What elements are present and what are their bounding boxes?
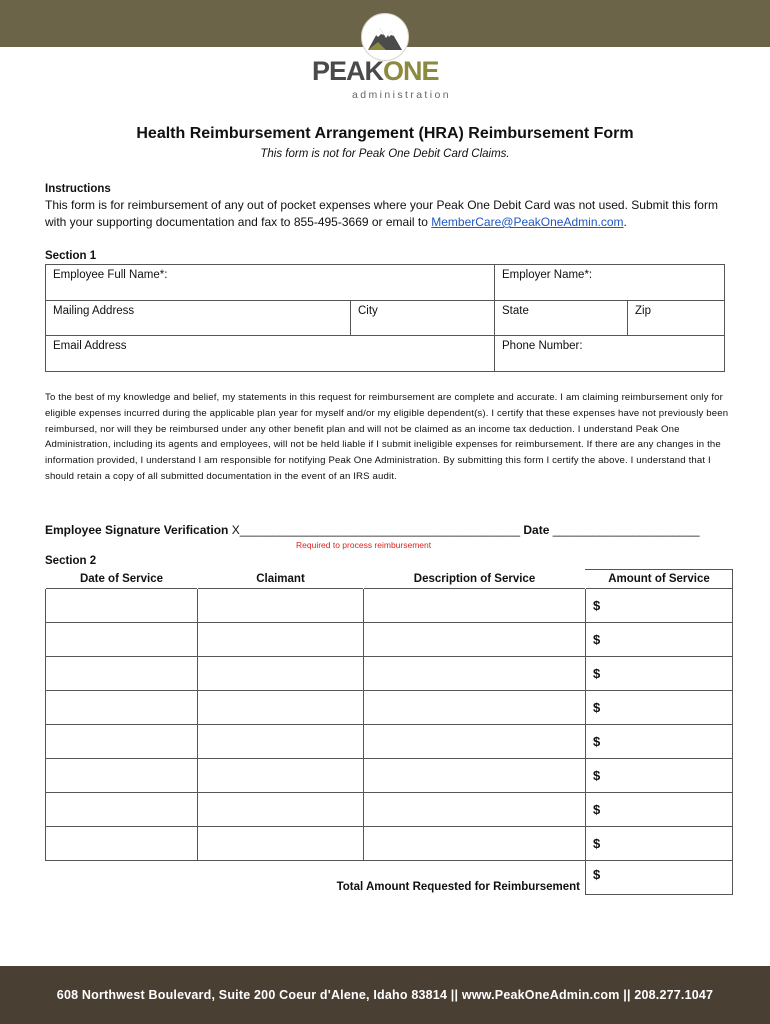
date-of-service-cell[interactable] xyxy=(46,589,198,623)
amount-cell[interactable]: $ xyxy=(586,759,733,793)
brand-name-part1: PEAK xyxy=(312,56,384,86)
date-of-service-cell[interactable] xyxy=(46,725,198,759)
total-row xyxy=(46,861,733,895)
instructions-body: This form is for reimbursement of any out of pocket expenses where your Peak One Debit Card was not used. Submit this form with your supporting documentation and fax to 855-495-3669 or email to xyxy=(45,198,718,229)
employee-name-field[interactable] xyxy=(45,264,495,301)
table-row xyxy=(46,623,733,657)
claimant-cell[interactable] xyxy=(198,623,364,657)
claimant-cell[interactable] xyxy=(198,589,364,623)
section2-heading: Section 2 xyxy=(45,555,97,567)
brand-name xyxy=(312,58,462,84)
description-cell[interactable] xyxy=(364,623,586,657)
mountain-logo-icon xyxy=(361,13,409,61)
city-label: City xyxy=(358,305,378,317)
email-address-label: Email Address xyxy=(53,340,127,352)
claimant-cell[interactable] xyxy=(198,827,364,861)
col-amount: Amount of Service xyxy=(586,570,733,589)
claimant-cell[interactable] xyxy=(198,759,364,793)
table-row xyxy=(46,759,733,793)
amount-cell[interactable]: $ xyxy=(586,657,733,691)
description-cell[interactable] xyxy=(364,691,586,725)
date-of-service-cell[interactable] xyxy=(46,691,198,725)
signature-line[interactable] xyxy=(45,522,700,538)
table-row xyxy=(46,691,733,725)
description-cell[interactable] xyxy=(364,827,586,861)
table-row xyxy=(46,827,733,861)
signature-blank[interactable]: X__________________________________________ xyxy=(231,523,521,537)
email-address-field[interactable] xyxy=(45,335,495,372)
form-subtitle: This form is not for Peak One Debit Card Claims. xyxy=(260,148,510,160)
instructions-heading: Instructions xyxy=(45,183,111,195)
state-field[interactable] xyxy=(494,300,628,336)
brand-subtitle: administration xyxy=(352,89,451,101)
mailing-address-label: Mailing Address xyxy=(53,305,135,317)
description-cell[interactable] xyxy=(364,793,586,827)
total-amount-cell[interactable]: $ xyxy=(586,861,733,895)
expenses-table xyxy=(45,569,733,895)
col-date-of-service: Date of Service xyxy=(79,572,164,585)
date-of-service-cell[interactable] xyxy=(46,793,198,827)
zip-field[interactable] xyxy=(627,300,725,336)
instructions-end: . xyxy=(623,215,627,229)
claimant-cell[interactable] xyxy=(198,725,364,759)
table-row xyxy=(46,725,733,759)
date-of-service-cell[interactable] xyxy=(46,623,198,657)
date-label: Date xyxy=(523,523,550,537)
mailing-address-field[interactable] xyxy=(45,300,351,336)
amount-cell[interactable]: $ xyxy=(586,623,733,657)
employer-name-field[interactable] xyxy=(494,264,725,301)
brand-name-part2: ONE xyxy=(383,56,439,86)
certification-text: To the best of my knowledge and belief, my statements in this request for reimbursement are complete and accurate. I am claiming reimbursement only for eligible expenses incurred during the applicable plan year for myself and/or my eligible dependent(s). I certify that these expenses have not previously been reimbursed, nor will they be reimbursed under any other benefit plan and will not be claimed as an income tax deduction. I understand Peak One Administration, including its agents and employees, will not be held liable if I submit ineligible expenses for reimbursement. If there are any changes in the information provided, I understand I am responsible for notifying Peak One Administration. By submitting this form I certify the above. I understand that I should retain a copy of all submitted documentation in the event of an IRS audit. xyxy=(45,392,729,482)
date-blank[interactable]: ______________________ xyxy=(552,523,700,537)
amount-cell[interactable]: $ xyxy=(586,691,733,725)
state-label: State xyxy=(502,305,529,317)
zip-label: Zip xyxy=(635,305,651,317)
email-link[interactable]: MemberCare@PeakOneAdmin.com xyxy=(431,215,624,229)
claimant-cell[interactable] xyxy=(198,657,364,691)
phone-number-field[interactable] xyxy=(494,335,725,372)
table-row xyxy=(46,589,733,623)
table-row xyxy=(46,793,733,827)
signature-label: Employee Signature Verification xyxy=(45,523,229,537)
footer-address: 608 Northwest Boulevard, Suite 200 Coeur d'Alene, Idaho 83814 || www.PeakOneAdmin.com || 208.277.1047 xyxy=(0,966,770,1024)
required-note: Required to process reimbursement xyxy=(296,540,432,550)
table-row xyxy=(46,657,733,691)
claimant-cell[interactable] xyxy=(198,691,364,725)
description-cell[interactable] xyxy=(364,657,586,691)
employer-name-label: Employer Name*: xyxy=(502,269,593,281)
table-header-row xyxy=(46,570,733,589)
col-claimant: Claimant xyxy=(256,572,305,585)
form-title: Health Reimbursement Arrangement (HRA) Reimbursement Form xyxy=(136,125,634,142)
description-cell[interactable] xyxy=(364,589,586,623)
amount-cell[interactable]: $ xyxy=(586,725,733,759)
phone-number-label: Phone Number: xyxy=(502,340,583,352)
employee-name-label: Employee Full Name*: xyxy=(53,269,168,281)
section1-heading: Section 1 xyxy=(45,250,97,262)
amount-cell[interactable]: $ xyxy=(586,793,733,827)
instructions-text xyxy=(45,197,735,231)
date-of-service-cell[interactable] xyxy=(46,657,198,691)
description-cell[interactable] xyxy=(364,725,586,759)
date-of-service-cell[interactable] xyxy=(46,827,198,861)
claimant-cell[interactable] xyxy=(198,793,364,827)
amount-cell[interactable]: $ xyxy=(586,589,733,623)
col-description: Description of Service xyxy=(413,572,536,585)
amount-cell[interactable]: $ xyxy=(586,827,733,861)
city-field[interactable] xyxy=(350,300,495,336)
total-label: Total Amount Requested for Reimbursement xyxy=(336,880,580,893)
date-of-service-cell[interactable] xyxy=(46,759,198,793)
description-cell[interactable] xyxy=(364,759,586,793)
